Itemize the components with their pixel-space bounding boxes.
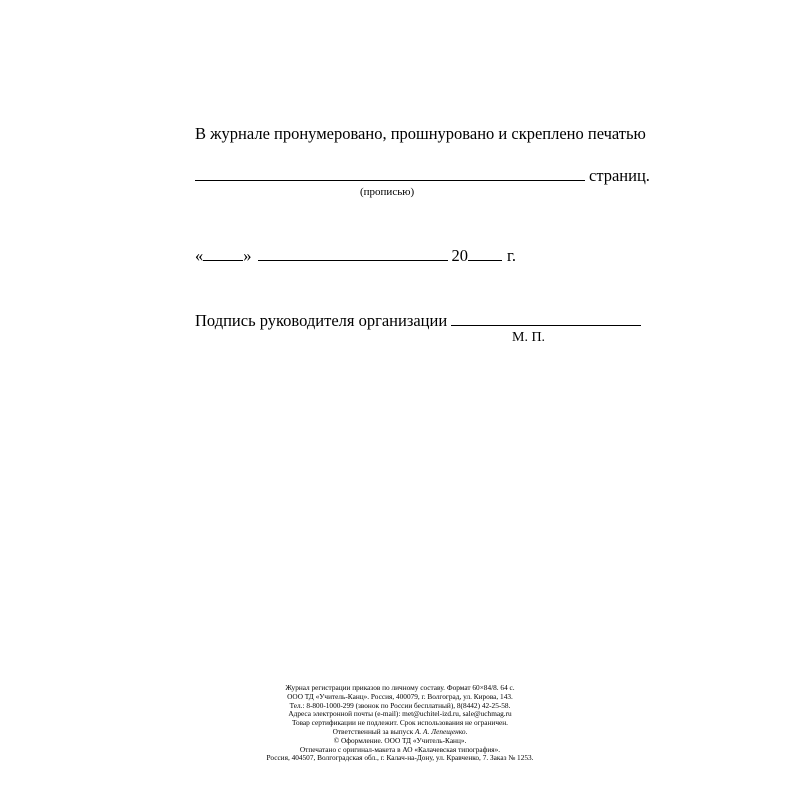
imprint-line: ООО ТД «Учитель-Канц». Россия, 400079, г. Волгоград, ул. Кирова, 143. bbox=[287, 691, 513, 701]
imprint-line: Адреса электронной почты (e-mail): met@uchitel-izd.ru, sale@uchmag.ru bbox=[288, 709, 512, 719]
year-prefix: 20 bbox=[451, 246, 468, 265]
imprint-line: Товар сертификации не подлежит. Срок использования не ограничен. bbox=[292, 718, 508, 728]
year-suffix: г. bbox=[507, 246, 517, 265]
stamp-place-label: М. П. bbox=[512, 330, 546, 345]
responsible-label: Ответственный за выпуск bbox=[332, 726, 414, 736]
journal-certification-text: В журнале пронумеровано, прошнуровано и скреплено печатью bbox=[195, 124, 646, 143]
imprint-line: Отпечатано с оригинал-макета в АО «Калачевская типография». bbox=[299, 744, 501, 754]
signature-label: Подпись руководителя организации bbox=[195, 311, 448, 330]
pages-suffix: страниц. bbox=[589, 166, 650, 185]
signature-blank bbox=[451, 310, 641, 326]
date-close-quote: » bbox=[243, 246, 252, 265]
pages-count-line bbox=[195, 165, 650, 186]
date-line bbox=[195, 245, 516, 266]
date-open-quote: « bbox=[195, 246, 204, 265]
imprint-line: © Оформление. ООО ТД «Учитель-Канц». bbox=[333, 735, 467, 745]
imprint-line: Тел.: 8-800-1000-299 (звонок по России бесплатный), 8(8442) 42-25-58. bbox=[289, 700, 511, 710]
responsible-name: А. А. Лепещенко. bbox=[414, 726, 468, 736]
year-blank bbox=[468, 245, 502, 261]
pages-count-blank bbox=[195, 165, 585, 181]
pages-caption: (прописью) bbox=[360, 186, 415, 198]
imprint-block bbox=[150, 684, 650, 763]
month-blank bbox=[258, 245, 448, 261]
imprint-line: Журнал регистрации приказов по личному составу. Формат 60×84/8. 64 с. bbox=[285, 683, 515, 692]
day-blank bbox=[203, 245, 243, 261]
signature-line bbox=[195, 310, 641, 331]
imprint-line: Россия, 404507, Волгоградская обл., г. Калач-на-Дону, ул. Кравченко, 7. Заказ № 1253. bbox=[266, 753, 534, 763]
